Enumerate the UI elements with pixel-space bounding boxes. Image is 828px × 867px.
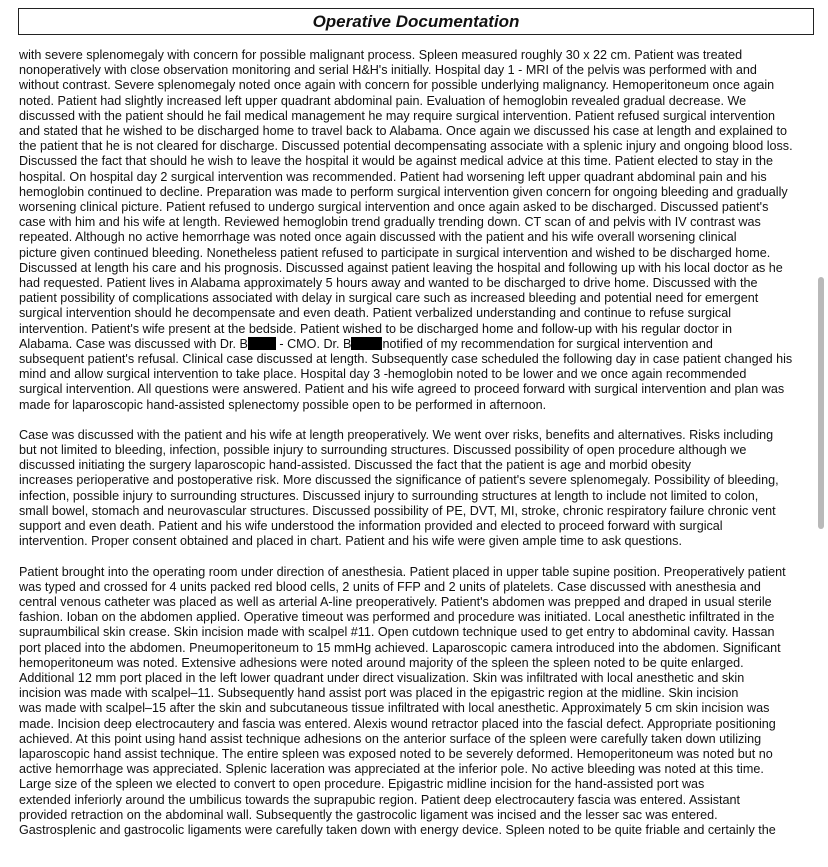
text-line: surgical intervention should he decompensate and even death. Patient verbalized understanding and continue to refuse surgical <box>19 306 732 321</box>
text-line: achieved. At this point using hand assist technique adhesions on the anterior surface of the spleen were carefully taken down utilizing <box>19 731 762 746</box>
text-line: but not limited to bleeding, infection, possible injury to surrounding structures. Discussed possibility of open procedure although we <box>19 443 747 458</box>
document-title: Operative Documentation <box>312 12 520 31</box>
text-line: repeated. Although no active hemorrhage was noted once again discussed with the patient and his wife overall worsening clinical <box>19 230 737 245</box>
document-body <box>19 48 819 838</box>
text-line: Large size of the spleen we elected to convert to open procedure. Epigastric midline incision for the hand-assisted port was <box>19 777 705 792</box>
text-line: intervention. Patient's wife present at the bedside. Patient wished to be discharged home and follow-up with his regular doctor in <box>19 321 732 336</box>
redaction-box <box>248 337 276 350</box>
text-line: subsequent patient's refusal. Clinical case discussed at length. Subsequently case scheduled the following day in case patient changed his <box>19 352 793 367</box>
paragraph-spacer <box>19 550 819 565</box>
text-line: hospital. On hospital day 2 surgical intervention was recommended. Patient had worsening left upper quadrant abdominal pain and his <box>19 169 767 184</box>
text-line: Case was discussed with the patient and his wife at length preoperatively. We went over risks, benefits and alternatives. Risks including <box>19 427 774 442</box>
text-line: the patient that he is not cleared for discharge. Discussed potential decompensating associate with a splenic injury and ongoing blood loss. <box>19 139 793 154</box>
text-line: mind and allow surgical intervention to take place. Hospital day 3 -hemoglobin noted to be lower and we once again recommended <box>19 367 747 382</box>
scrollbar-thumb[interactable] <box>818 277 824 529</box>
text-line: increases perioperative and postoperative risk. More discussed the significance of patient's severe splenomegaly. Possibility of bleeding, <box>19 473 779 488</box>
text-line: small bowel, stomach and neurovascular structures. Discussed possibility of PE, DVT, MI, stroke, chronic respiratory failure chronic vent <box>19 503 776 518</box>
text-line: with severe splenomegaly with concern for possible malignant process. Spleen measured roughly 30 x 22 cm. Patient was treated <box>19 48 743 62</box>
text-line: supraumbilical skin crease. Skin incision made with scalpel #11. Open cutdown technique used to get entry to abdominal cavity. Hassan <box>19 625 775 640</box>
text-line: nonoperatively with close observation monitoring and serial H&H's initially. Hospital day 1 - MRI of the pelvis was performed with and <box>19 63 757 78</box>
text-line: case with him and his wife at length. Reviewed hemoglobin trend gradually trending down. CT scan of and pelvis with IV contrast was <box>19 215 761 230</box>
text-line: made. Incision deep electrocautery and fascia was entered. Alexis wound retractor placed into the fascial defect. Appropriate positioning <box>19 716 776 731</box>
text-line: hemoglobin continued to decline. Preparation was made to perform surgical intervention given concern for ongoing bleeding and gradually <box>19 184 788 199</box>
text-line: worsening clinical picture. Patient refused to undergo surgical intervention and once again asked to be discharged. Discussed patient's <box>19 200 769 215</box>
text-line: had requested. Patient lives in Alabama approximately 5 hours away and wanted to be discharged to drive home. Discussed with the <box>19 276 758 291</box>
text-line: incision was made with scalpel–11. Subsequently hand assist port was placed in the epigastric region at the midline. Skin incision <box>19 686 739 701</box>
text-line: discussed with the patient should he fail medical management he may require surgical intervention. Patient refused surgical intervention <box>19 108 776 123</box>
paragraph-clinical-course <box>19 48 819 337</box>
text-line: Gastrosplenic and gastrocolic ligaments were carefully taken down with energy device. Spleen noted to be quite friable and certainly the <box>19 822 776 837</box>
text-line: central venous catheter was placed as well as arterial A-line preoperatively. Patient's abdomen was prepped and draped in usual sterile <box>19 594 772 609</box>
text-line-redacted <box>19 337 819 352</box>
text-line: port placed into the abdomen. Pneumoperitoneum to 15 mmHg achieved. Laparoscopic camera introduced into the abdomen. Significant <box>19 640 781 655</box>
text-line: without contrast. Severe splenomegaly noted once again with concern for possible underlying malignancy. Hemoperitoneum once again <box>19 78 775 93</box>
text-line: laparoscopic hand assist technique. The entire spleen was exposed noted to be severely deformed. Hemoperitoneum was noted but no <box>19 746 773 761</box>
text-line: Discussed at length his care and his prognosis. Discussed against patient leaving the hospital and following up with his local doctor as he <box>19 260 783 275</box>
paragraph-procedure <box>19 565 819 839</box>
text-line: was typed and crossed for 4 units packed red blood cells, 2 units of FFP and 2 units of platelets. Case discussed with anesthesia and <box>19 579 761 594</box>
text-line: intervention. Proper consent obtained and placed in chart. Patient and his wife were given ample time to ask questions. <box>19 534 682 549</box>
text-line: noted. Patient had slightly increased left upper quadrant abdominal pain. Evaluation of hemoglobin revealed gradual decrease. We <box>19 93 747 108</box>
text-line: hemoperitoneum was noted. Extensive adhesions were noted around majority of the spleen the spleen noted to be quite enlarged. <box>19 655 744 670</box>
text-line: support and even death. Patient and his wife understood the information provided and elected to proceed forward with surgical <box>19 519 723 534</box>
text-line: active hemorrhage was appreciated. Splenic laceration was appreciated at the inferior pole. No active bleeding was noted at this time. <box>19 762 764 777</box>
text-line: patient possibility of complications associated with delay in surgical care such as increased bleeding and potential need for emergent <box>19 291 759 306</box>
text-line: extended inferiorly around the umbilicus towards the suprapubic region. Patient deep electrocautery fascia was entered. Assistant <box>19 792 741 807</box>
text-line: discussed initiating the surgery laparoscopic hand-assisted. Discussed the fact that the patient is age and morbid obesity <box>19 458 692 473</box>
redacted-line-part2: - CMO. Dr. B <box>275 336 352 351</box>
text-line: fashion. Ioban on the abdomen applied. Operative timeout was performed and procedure was initiated. Local anesthetic infiltrated in the <box>19 610 775 625</box>
text-line: surgical intervention. All questions were answered. Patient and his wife agreed to proceed forward with surgical intervention and plan was <box>19 382 785 397</box>
text-line: Additional 12 mm port placed in the left lower quadrant under direct visualization. Skin was infiltrated with local anesthetic and skin <box>19 670 745 685</box>
redaction-box <box>351 337 382 350</box>
redacted-line-part1: Alabama. Case was discussed with Dr. B <box>19 336 248 351</box>
text-line: and stated that he wished to be discharged home to travel back to Alabama. Once again we discussed his case at length and explained to <box>19 124 788 139</box>
text-line: was made with scalpel–15 after the skin and subcutaneous tissue infiltrated with local anesthetic. Approximately 5 cm skin incision was <box>19 701 770 716</box>
redacted-line-part3: notified of my recommendation for surgical intervention and <box>382 336 713 351</box>
text-line: infection, possible injury to surrounding structures. Discussed injury to surrounding structures at length to include not limited to colon, <box>19 488 759 503</box>
text-line: Patient brought into the operating room under direction of anesthesia. Patient placed in upper table supine position. Preoperatively patient <box>19 564 786 579</box>
title-box <box>18 8 814 35</box>
paragraph-spacer <box>19 413 819 428</box>
paragraph-consent <box>19 428 819 550</box>
text-line: made for laparoscopic hand-assisted splenectomy possible open to be performed in afternoon. <box>19 397 547 412</box>
text-line: Discussed the fact that should he wish to leave the hospital it would be against medical advice at this time. Patient elected to stay in the <box>19 154 773 169</box>
text-line: provided retraction on the abdominal wall. Subsequently the gastrocolic ligament was incised and the lesser sac was entered. <box>19 807 718 822</box>
paragraph-clinical-course-continued <box>19 352 819 413</box>
text-line: picture given continued bleeding. Nonetheless patient refused to participate in surgical intervention and wished to be discharged home. <box>19 245 771 260</box>
